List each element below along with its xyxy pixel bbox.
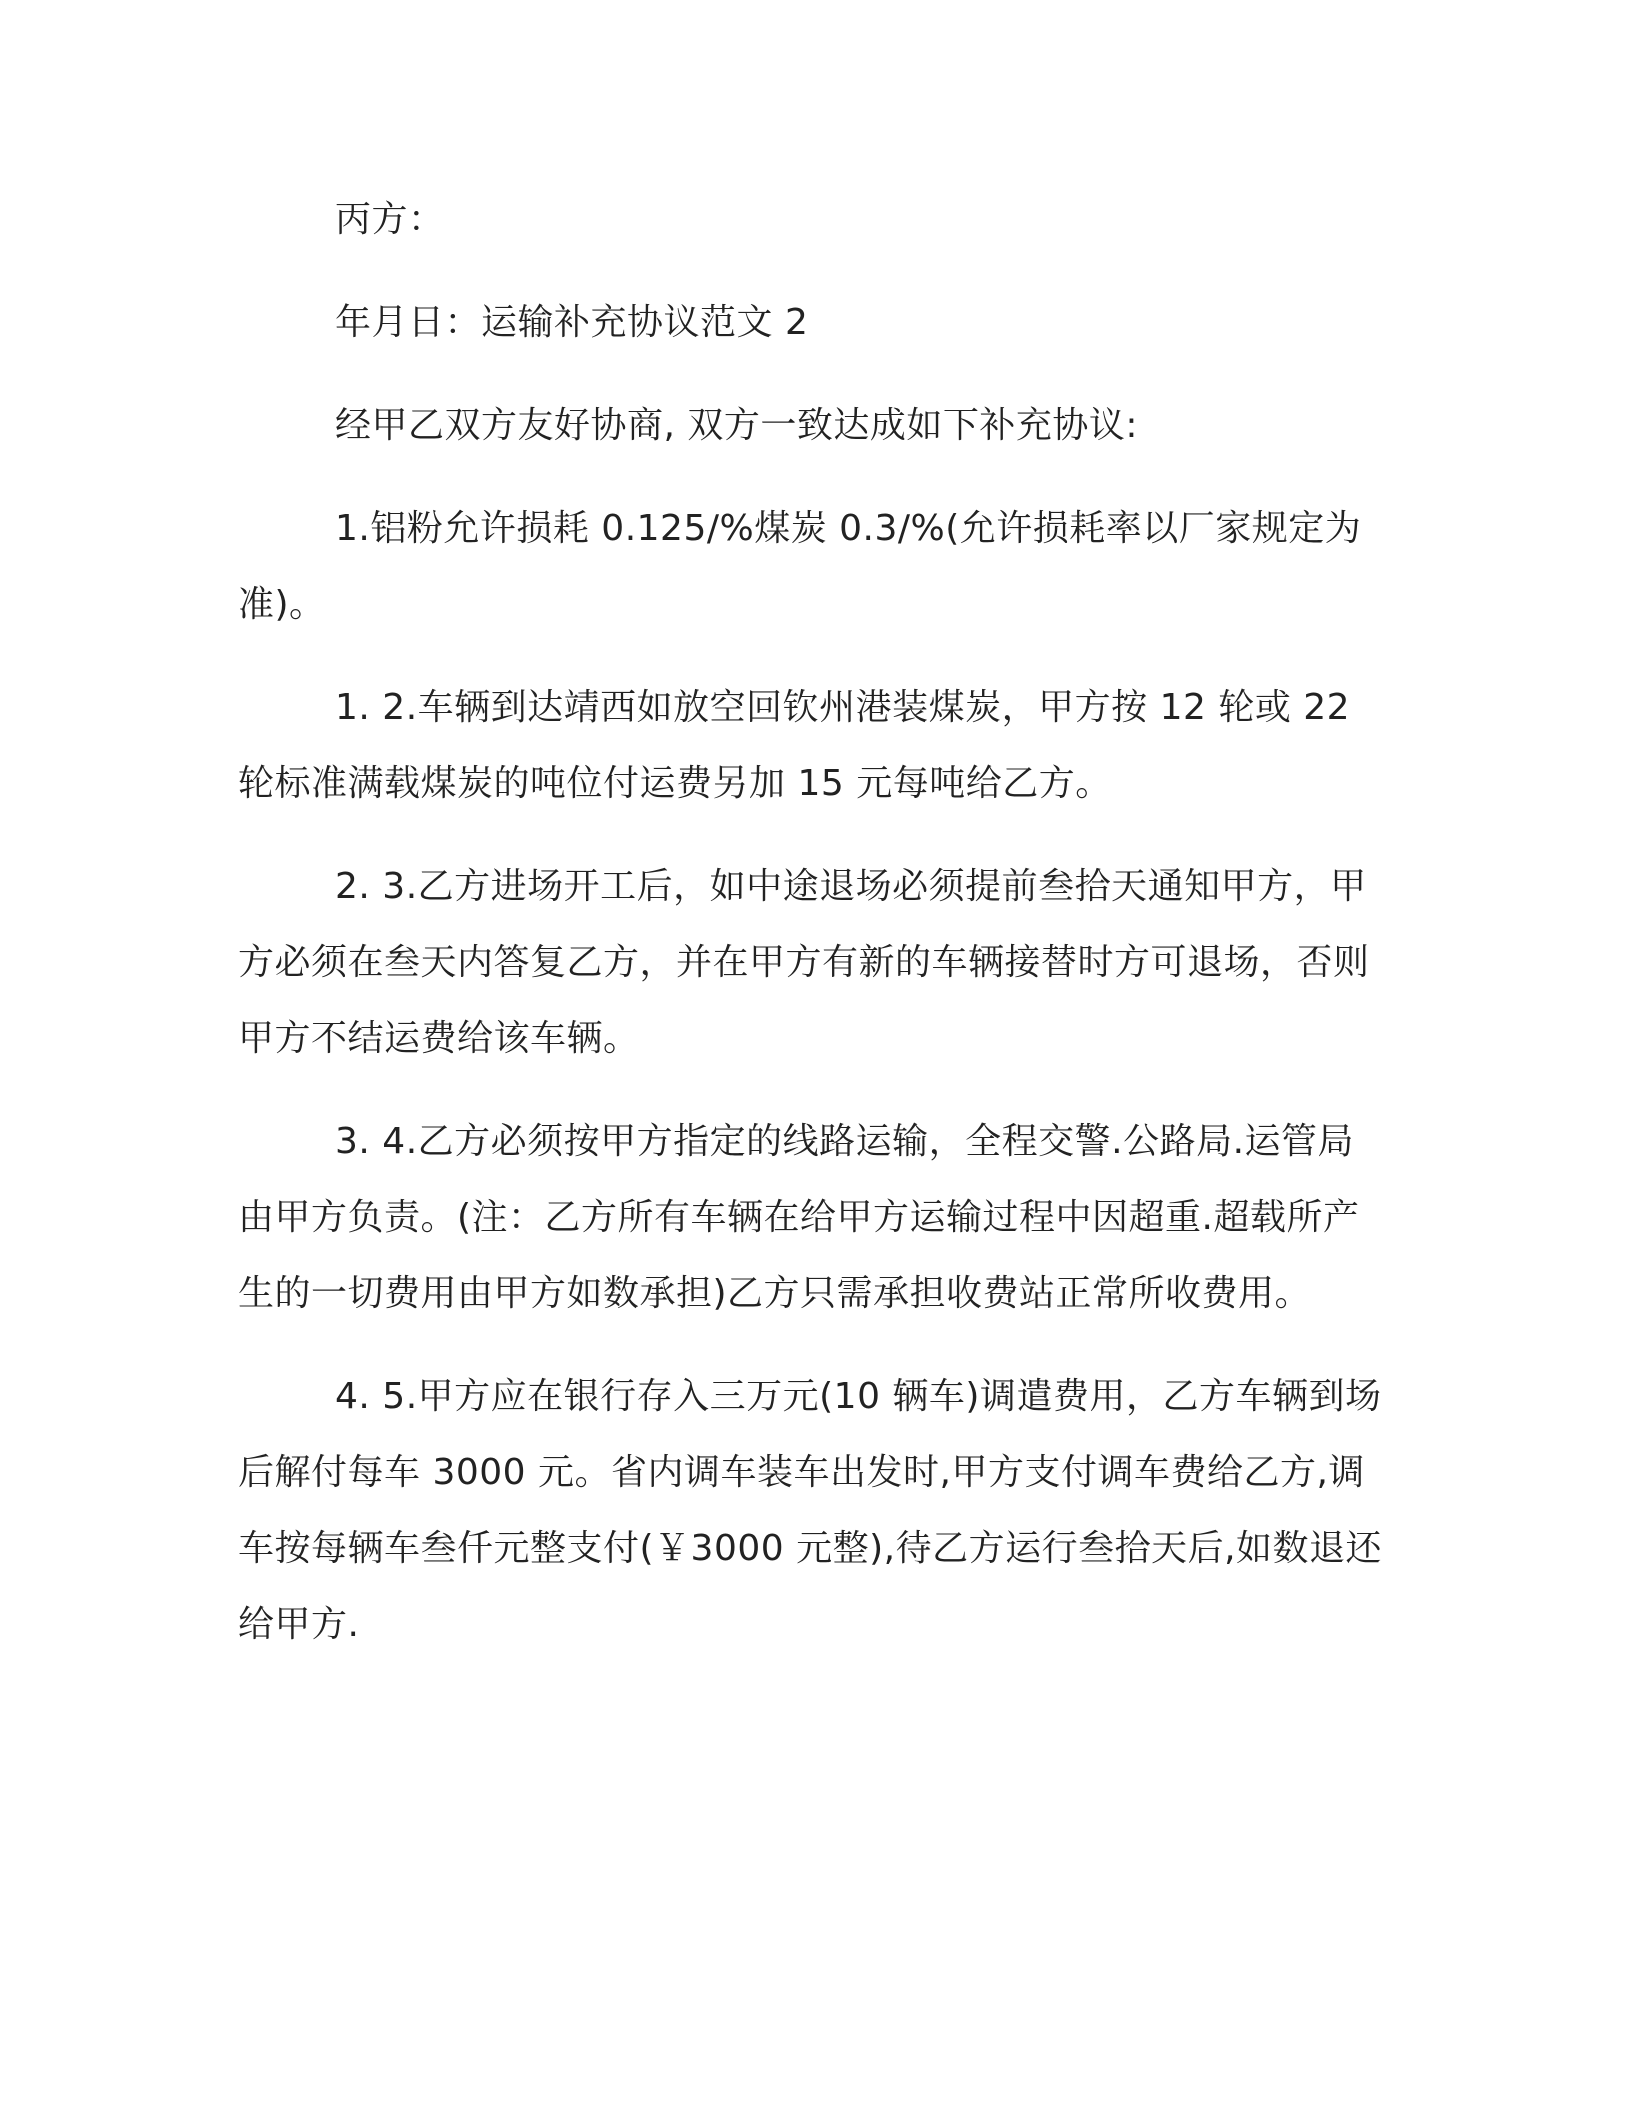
clause-1-loss-rate: 1.铝粉允许损耗 0.125/%煤炭 0.3/%(允许损耗率以厂家规定为准)。 <box>238 508 1362 625</box>
party-c-line: 丙方： <box>335 199 445 240</box>
clause-5-deposit: 4. 5.甲方应在银行存入三万元(10 辆车)调遣费用，乙方车辆到场后解付每车 3000 元。省内调车装车出发时,甲方支付调车费给乙方,调车按每辆车叁仟元整支付(￥3000 元整),待乙方运行叁拾天后,如数退还给甲方. <box>238 1376 1383 1645</box>
intro-paragraph: 经甲乙双方友好协商, 双方一致达成如下补充协议: <box>335 405 1139 446</box>
clause-3-withdrawal: 2. 3.乙方进场开工后，如中途退场必须提前叁拾天通知甲方，甲方必须在叁天内答复乙方，并在甲方有新的车辆接替时方可退场，否则甲方不结运费给该车辆。 <box>238 866 1370 1059</box>
document-body <box>238 182 1388 1690</box>
date-title-line: 年月日：运输补充协议范文 2 <box>335 302 809 343</box>
clause-2-return-coal: 1. 2.车辆到达靖西如放空回钦州港装煤炭，甲方按 12 轮或 22 轮标准满载煤炭的吨位付运费另加 15 元每吨给乙方。 <box>238 687 1351 804</box>
clause-4-route: 3. 4.乙方必须按甲方指定的线路运输，全程交警.公路局.运管局由甲方负责。(注：乙方所有车辆在给甲方运输过程中因超重.超载所产生的一切费用由甲方如数承担)乙方只需承担收费站正常所收费用。 <box>238 1121 1360 1314</box>
